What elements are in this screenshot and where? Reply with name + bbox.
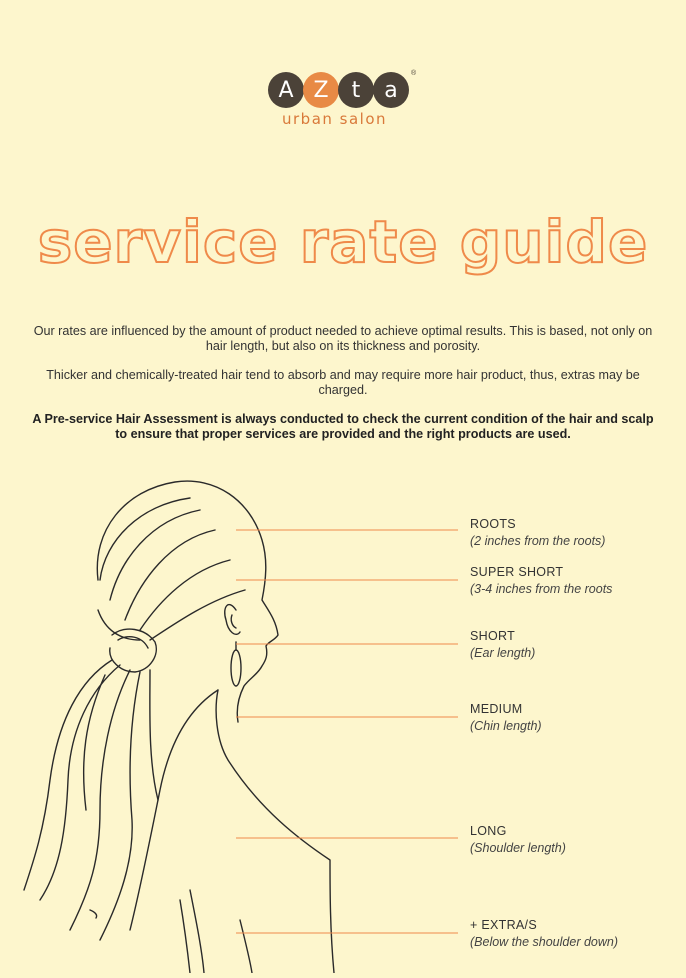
length-name: LONG xyxy=(470,824,507,838)
length-desc: (Chin length) xyxy=(470,719,542,733)
length-name: ROOTS xyxy=(470,517,516,531)
length-label-medium xyxy=(470,701,542,735)
intro-paragraph: Our rates are influenced by the amount of product needed to achieve optimal results. This is based, not only on hair length, but also on its thickness and porosity. xyxy=(33,324,653,353)
logo-letter: Z xyxy=(303,72,339,108)
length-desc: (2 inches from the roots) xyxy=(470,534,606,548)
length-name: SUPER SHORT xyxy=(470,565,564,579)
length-desc: (3-4 inches from the roots xyxy=(470,582,613,596)
length-label-extras xyxy=(470,917,618,951)
length-desc: (Ear length) xyxy=(470,646,536,660)
intro-paragraph: Thicker and chemically-treated hair tend to absorb and may require more hair product, thus, extras may be charged. xyxy=(46,368,640,397)
assessment-note: A Pre-service Hair Assessment is always conducted to check the current condition of the hair and scalp to ensure that proper services are provided and the right products are used. xyxy=(32,412,654,441)
logo-letter: A xyxy=(268,72,304,108)
page-title: service rate guide xyxy=(37,208,649,276)
length-label-short xyxy=(470,628,535,662)
length-label-roots xyxy=(470,516,605,550)
length-name: SHORT xyxy=(470,629,516,643)
logo-mark xyxy=(268,72,408,108)
hair-length-diagram xyxy=(0,460,686,973)
length-name: MEDIUM xyxy=(470,702,523,716)
length-name: + EXTRA/S xyxy=(470,918,537,932)
length-desc: (Shoulder length) xyxy=(470,841,566,855)
logo-letter: t xyxy=(338,72,374,108)
length-label-super-short xyxy=(470,564,612,598)
length-label-long xyxy=(470,823,566,857)
salon-logo xyxy=(268,72,418,132)
logo-letter: a xyxy=(373,72,409,108)
logo-subtitle: urban salon xyxy=(282,110,388,128)
registered-mark: ® xyxy=(411,70,417,77)
intro-text xyxy=(30,324,656,456)
length-desc: (Below the shoulder down) xyxy=(470,935,618,949)
